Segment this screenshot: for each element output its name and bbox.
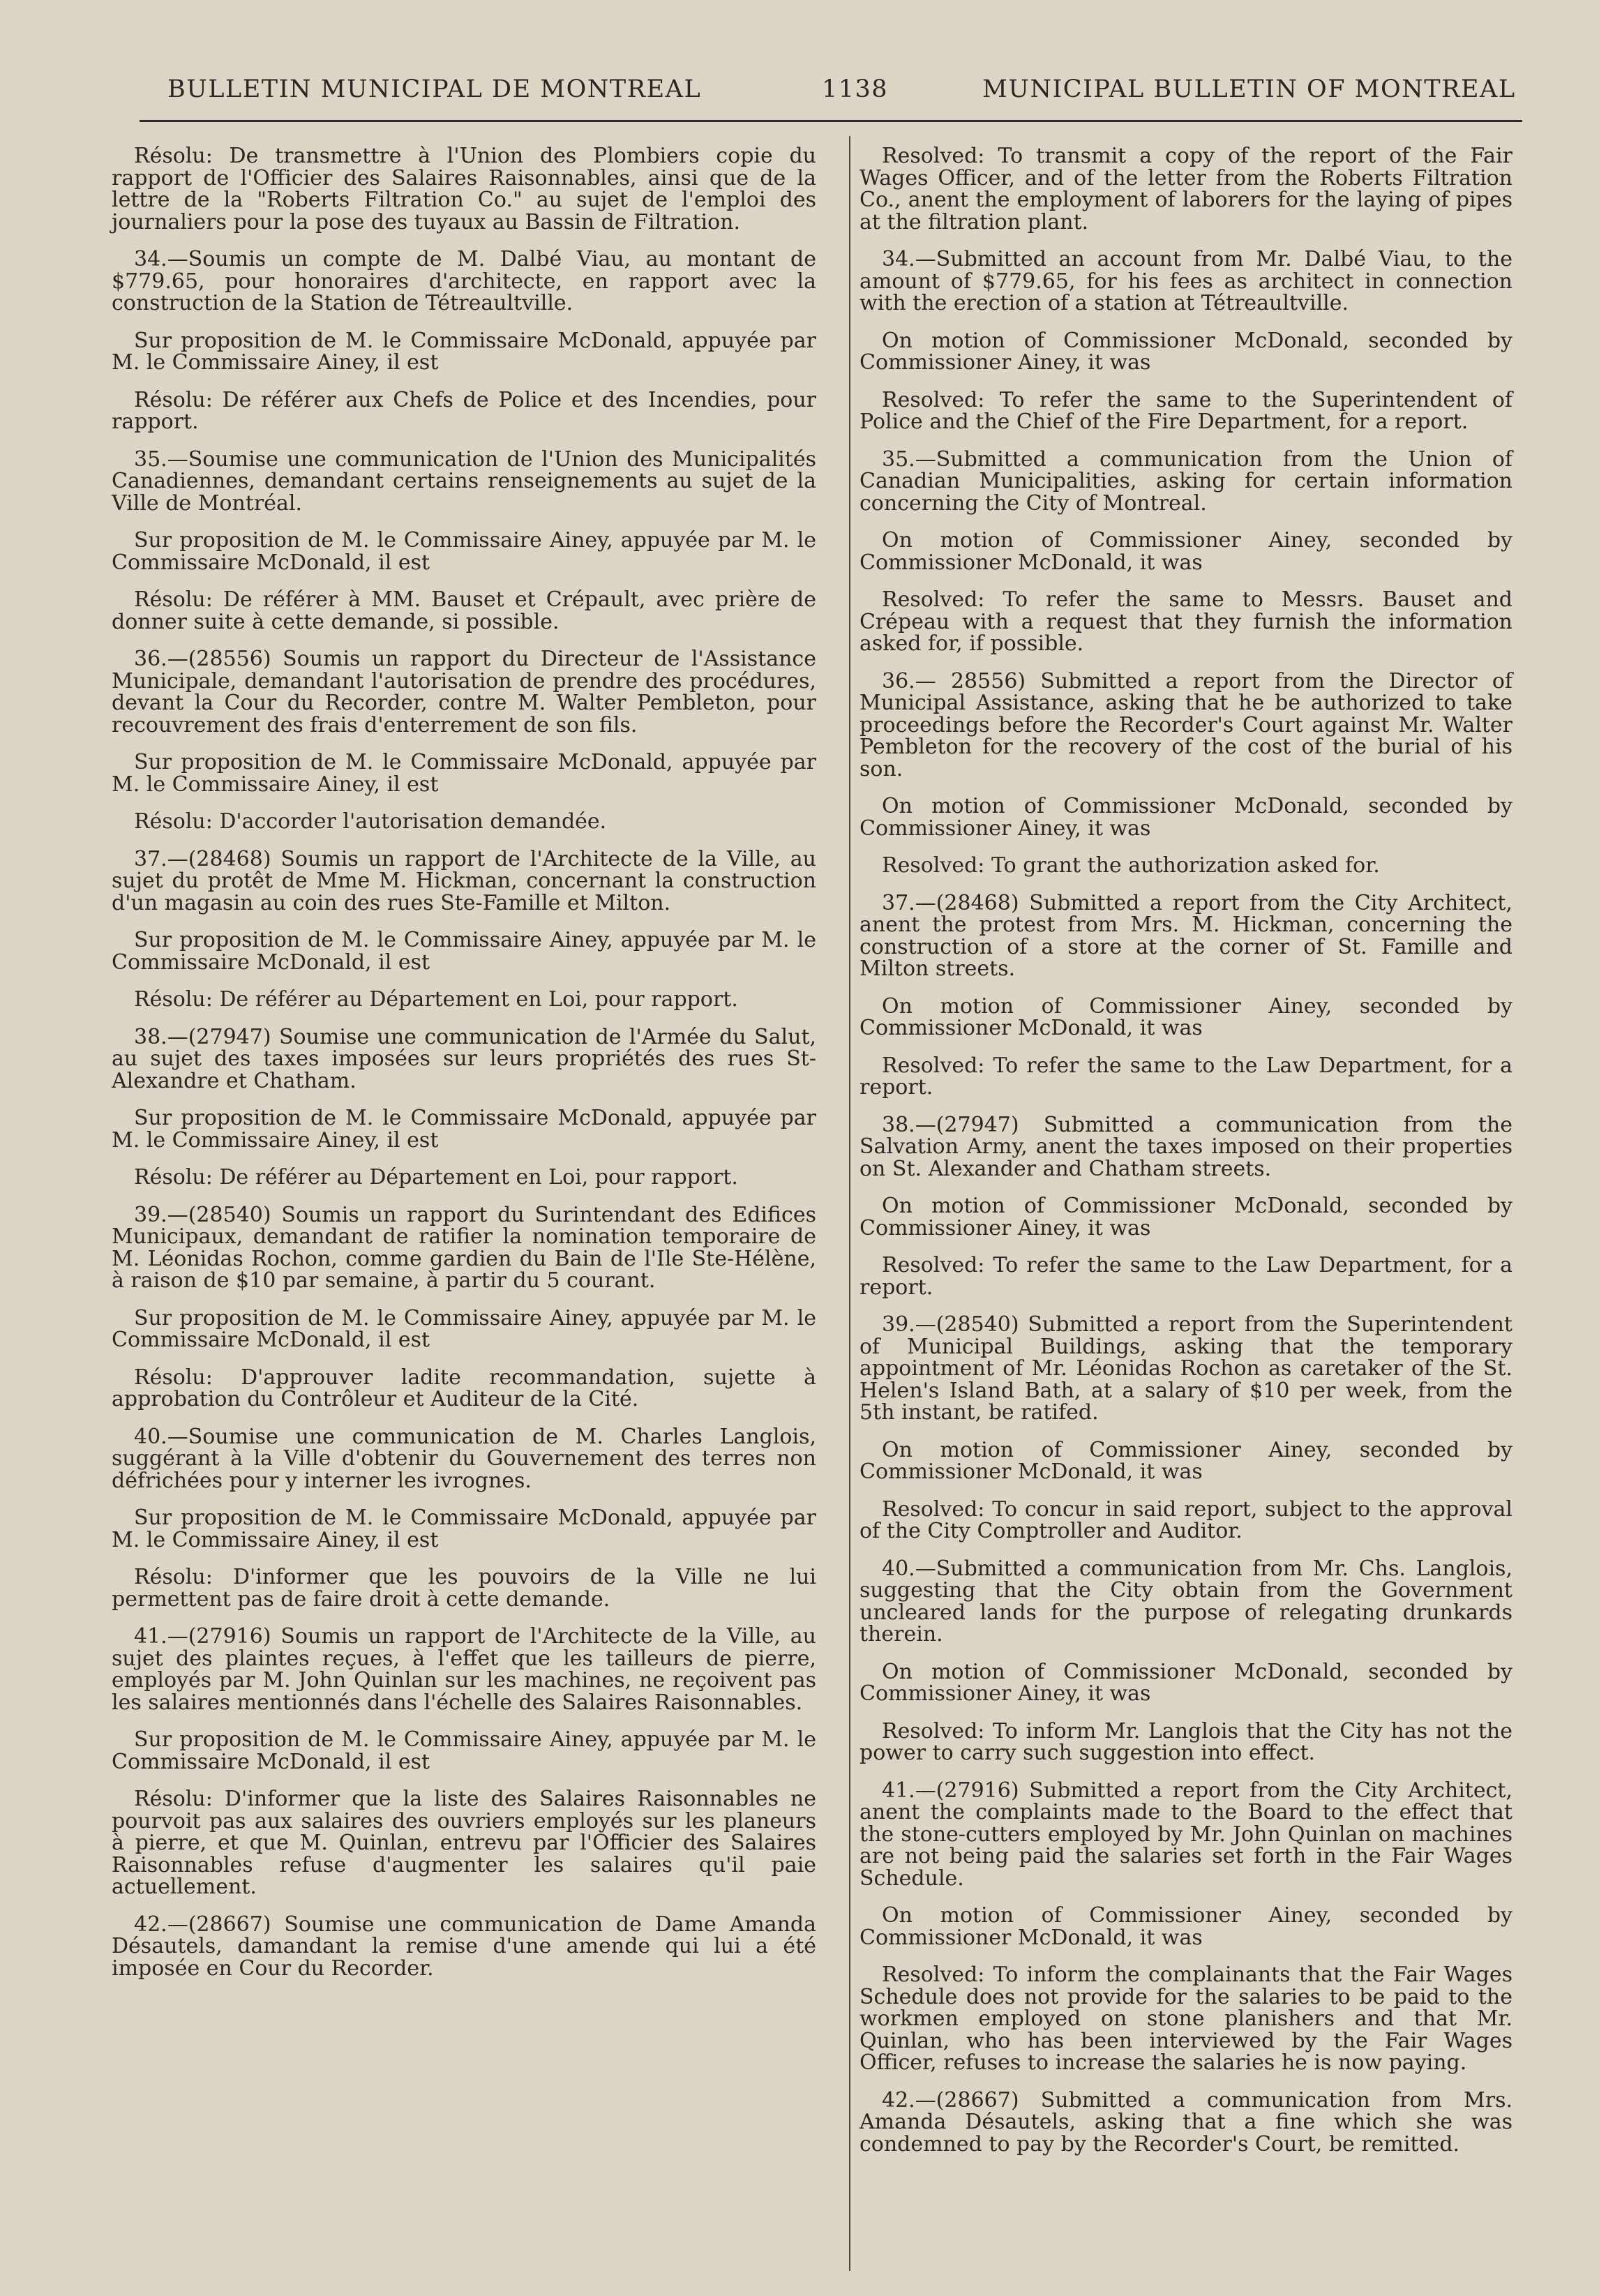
en-paragraph: Resolved: To inform the complainants that the Fair Wages Schedule does not provide for the salaries to be paid to the workmen employed on stone planishers and that Mr. Quinlan, who has been interviewed by the Fair Wages Officer, refuses to increase the salaries he is now paying. bbox=[859, 1963, 1512, 2075]
en-paragraph: 39.—(28540) Submitted a report from the Superintendent of Municipal Buildings, asking that the temporary appointment of Mr. Léonidas Rochon as caretaker of the St. Helen's Island Bath, at a salary of $10 per week, from the 5th instant, be ratifed. bbox=[859, 1312, 1512, 1425]
en-paragraph: 38.—(27947) Submitted a communication from the Salvation Army, anent the taxes imposed on their properties on St. Alexander and Chatham streets. bbox=[859, 1112, 1512, 1181]
fr-paragraph: Résolu: D'accorder l'autorisation demandée. bbox=[134, 809, 607, 834]
en-paragraph: On motion of Commissioner Ainey, seconded by Commissioner McDonald, it was bbox=[859, 1903, 1512, 1950]
fr-paragraph: Sur proposition de M. le Commissaire Ainey, appuyée par M. le Commissaire McDonald, il est bbox=[112, 1305, 816, 1352]
en-paragraph: 40.—Submitted a communication from Mr. Chs. Langlois, suggesting that the City obtain from the Government uncleared lands for the purpose of relegating drunkards therein. bbox=[859, 1556, 1512, 1646]
header-english-title: MUNICIPAL BULLETIN OF MONTREAL bbox=[982, 75, 1516, 103]
fr-paragraph: Sur proposition de M. le Commissaire Ainey, appuyée par M. le Commissaire McDonald, il est bbox=[112, 928, 816, 975]
en-paragraph: Resolved: To concur in said report, subject to the approval of the City Comptroller and Auditor. bbox=[859, 1496, 1512, 1543]
fr-paragraph: Sur proposition de M. le Commissaire McDonald, appuyée par M. le Commissaire Ainey, il est bbox=[112, 750, 816, 797]
en-paragraph: 36.— 28556) Submitted a report from the Director of Municipal Assistance, asking that he be authorized to take proceedings before the Recorder's Court against Mr. Walter Pembleton for the recovery of the cost of the burial of his son. bbox=[859, 668, 1512, 781]
fr-paragraph: Sur proposition de M. le Commissaire Ainey, appuyée par M. le Commissaire McDonald, il est bbox=[112, 1727, 816, 1774]
en-paragraph: On motion of Commissioner Ainey, seconded by Commissioner McDonald, it was bbox=[859, 528, 1512, 575]
fr-paragraph: Résolu: De référer au Département en Loi, pour rapport. bbox=[134, 987, 738, 1012]
fr-paragraph: Résolu: De référer aux Chefs de Police et des Incendies, pour rapport. bbox=[112, 387, 816, 434]
en-paragraph: On motion of Commissioner McDonald, seconded by Commissioner Ainey, it was bbox=[859, 1194, 1512, 1240]
en-paragraph: On motion of Commissioner McDonald, seconded by Commissioner Ainey, it was bbox=[859, 1659, 1512, 1706]
fr-paragraph: Résolu: De référer à MM. Bauset et Crépault, avec prière de donner suite à cette demande, si possible. bbox=[112, 587, 816, 634]
fr-paragraph: Résolu: D'approuver ladite recommandation, sujette à approbation du Contrôleur et Auditeur de la Cité. bbox=[112, 1365, 816, 1411]
fr-paragraph: Sur proposition de M. le Commissaire McDonald, appuyée par M. le Commissaire Ainey, il est bbox=[112, 328, 816, 375]
en-paragraph: Resolved: To refer the same to the Superintendent of Police and the Chief of the Fire Department, for a report. bbox=[859, 387, 1512, 434]
en-paragraph: 37.—(28468) Submitted a report from the City Architect, anent the protest from Mrs. M. Hickman, concerning the construction of a store at the corner of St. Famille and Milton streets. bbox=[859, 890, 1512, 981]
fr-paragraph: 42.—(28667) Soumise une communication de Dame Amanda Désautels, damandant la remise d'une amende qui lui a été imposée en Cour du Recorder. bbox=[112, 1912, 816, 1981]
fr-paragraph: Résolu: De transmettre à l'Union des Plombiers copie du rapport de l'Officier des Salaires Raisonnables, ainsi que de la lettre de la "Roberts Filtration Co." au sujet de l'emploi des journaliers pour la pose des tuyaux au Bassin de Filtration. bbox=[112, 144, 816, 234]
en-paragraph: 34.—Submitted an account from Mr. Dalbé Viau, to the amount of $779.65, for his fees as architect in connection with the erection of a station at Tétreaultville. bbox=[859, 247, 1512, 315]
en-paragraph: On motion of Commissioner Ainey, seconded by Commissioner McDonald, it was bbox=[859, 993, 1512, 1040]
fr-paragraph: Sur proposition de M. le Commissaire McDonald, appuyée par M. le Commissaire Ainey, il est bbox=[112, 1506, 816, 1552]
fr-paragraph: Résolu: De référer au Département en Loi, pour rapport. bbox=[134, 1165, 738, 1190]
fr-paragraph: 41.—(27916) Soumis un rapport de l'Architecte de la Ville, au sujet des plaintes reçues, à l'effet que les tailleurs de pierre, employés par M. John Quinlan sur les machines, ne reçoivent pas les salaires mentionnés dans l'échelle des Salaires Raisonnables. bbox=[112, 1624, 816, 1715]
fr-paragraph: 38.—(27947) Soumise une communication de l'Armée du Salut, au sujet des taxes imposées sur leurs propriétés des rues St-Alexandre et Chatham. bbox=[112, 1024, 816, 1093]
en-paragraph: On motion of Commissioner Ainey, seconded by Commissioner McDonald, it was bbox=[859, 1437, 1512, 1484]
en-paragraph: 41.—(27916) Submitted a report from the City Architect, anent the complaints made to the Board to the effect that the stone-cutters employed by Mr. John Quinlan on machines are not being paid the salaries set forth in the Fair Wages Schedule. bbox=[859, 1778, 1512, 1891]
fr-paragraph: 40.—Soumise une communication de M. Charles Langlois, suggérant à la Ville d'obtenir du Gouvernement des terres non défrichées pour y interner les ivrognes. bbox=[112, 1424, 816, 1493]
fr-paragraph: Sur proposition de M. le Commissaire Ainey, appuyée par M. le Commissaire McDonald, il est bbox=[112, 528, 816, 575]
en-paragraph: 42.—(28667) Submitted a communication from Mrs. Amanda Désautels, asking that a fine which she was condemned to pay by the Recorder's Court, be remitted. bbox=[859, 2087, 1512, 2156]
en-paragraph: Resolved: To grant the authorization asked for. bbox=[882, 853, 1380, 878]
fr-paragraph: 35.—Soumise une communication de l'Union des Municipalités Canadiennes, demandant certains renseignements au sujet de la Ville de Montréal. bbox=[112, 447, 816, 516]
column-divider bbox=[849, 136, 850, 2271]
en-paragraph: Resolved: To refer the same to the Law Department, for a report. bbox=[859, 1253, 1512, 1300]
header-french-title: BULLETIN MUNICIPAL DE MONTREAL bbox=[167, 75, 702, 103]
en-paragraph: Resolved: To transmit a copy of the report of the Fair Wages Officer, and of the letter from the Roberts Filtration Co., anent the employment of laborers for the laying of pipes at the filtration plant. bbox=[859, 144, 1512, 234]
en-paragraph: On motion of Commissioner McDonald, seconded by Commissioner Ainey, it was bbox=[859, 328, 1512, 375]
fr-paragraph: 34.—Soumis un compte de M. Dalbé Viau, au montant de $779.65, pour honoraires d'architecte, en rapport avec la construction de la Station de Tétreaultville. bbox=[112, 247, 816, 315]
en-paragraph: Resolved: To refer the same to Messrs. Bauset and Crépeau with a request that they furnish the information asked for, if possible. bbox=[859, 587, 1512, 656]
fr-paragraph: Résolu: D'informer que la liste des Salaires Raisonnables ne pourvoit pas aux salaires des ouvriers employés sur les planeurs à pierre, et que M. Quinlan, entrevu par l'Officier des Salaires Raisonnables refuse d'augmenter les salaires qu'il paie actuellement. bbox=[112, 1787, 816, 1899]
french-column bbox=[112, 145, 816, 1995]
en-paragraph: Resolved: To inform Mr. Langlois that the City has not the power to carry such suggestion into effect. bbox=[859, 1718, 1512, 1765]
en-paragraph: 35.—Submitted a communication from the Union of Canadian Municipalities, asking for certain information concerning the City of Montreal. bbox=[859, 447, 1512, 516]
english-column bbox=[859, 145, 1512, 2170]
fr-paragraph: 36.—(28556) Soumis un rapport du Directeur de l'Assistance Municipale, demandant l'autorisation de prendre des procédures, devant la Cour du Recorder, contre M. Walter Pembleton, pour recouvrement des frais d'enterrement de son fils. bbox=[112, 647, 816, 737]
fr-paragraph: Sur proposition de M. le Commissaire McDonald, appuyée par M. le Commissaire Ainey, il est bbox=[112, 1106, 816, 1153]
fr-paragraph: 37.—(28468) Soumis un rapport de l'Architecte de la Ville, au sujet du protêt de Mme M. Hickman, concernant la construction d'un magasin au coin des rues Ste-Famille et Milton. bbox=[112, 846, 816, 915]
en-paragraph: Resolved: To refer the same to the Law Department, for a report. bbox=[859, 1053, 1512, 1100]
header-rule bbox=[140, 120, 1522, 122]
fr-paragraph: Résolu: D'informer que les pouvoirs de la Ville ne lui permettent pas de faire droit à cette demande. bbox=[112, 1565, 816, 1612]
page-number: 1138 bbox=[822, 75, 889, 103]
fr-paragraph: 39.—(28540) Soumis un rapport du Surintendant des Edifices Municipaux, demandant de ratifier la nomination temporaire de M. Léonidas Rochon, comme gardien du Bain de l'Ile Ste-Hélène, à raison de $10 par semaine, à partir du 5 courant. bbox=[112, 1202, 816, 1293]
en-paragraph: On motion of Commissioner McDonald, seconded by Commissioner Ainey, it was bbox=[859, 794, 1512, 841]
